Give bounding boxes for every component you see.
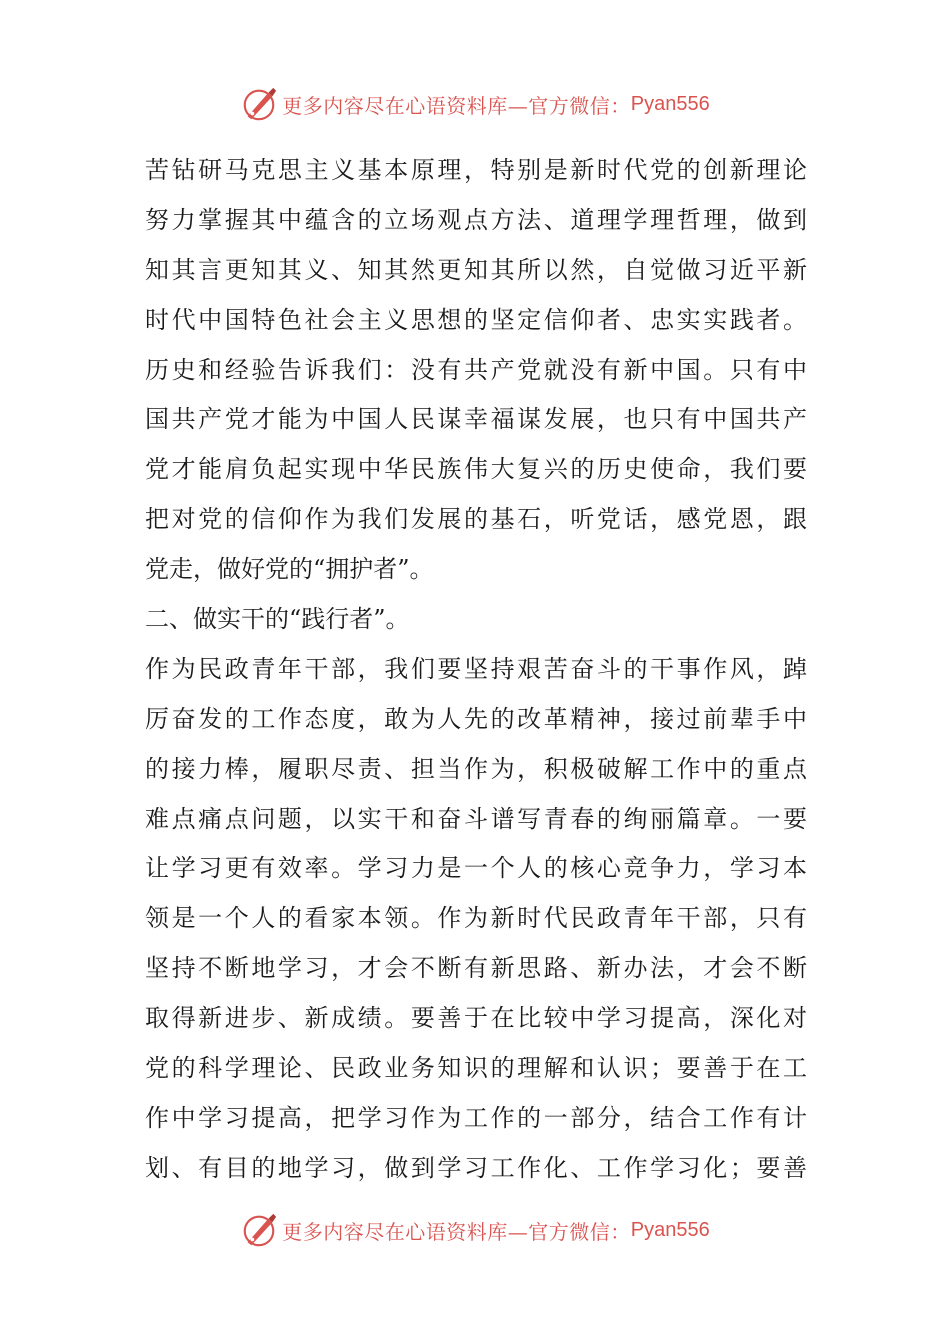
- text-line: 党的科学理论、民政业务知识的理解和认识；要善于在工: [145, 1054, 807, 1083]
- text-line: 历史和经验告诉我们：没有共产党就没有新中国。只有中: [145, 355, 807, 384]
- header-banner-text: 更多内容尽在心语资料库—官方微信：: [282, 93, 631, 118]
- text-line: 二、做实干的“践行者”。: [145, 605, 410, 634]
- text-line: 党才能肩负起实现中华民族伟大复兴的历史使命，我们要: [145, 455, 807, 484]
- text-line: 努力掌握其中蕴含的立场观点方法、道理学理哲理，做到: [145, 205, 807, 234]
- header-banner-handle: Pyan556: [630, 92, 710, 115]
- text-line: 坚持不断地学习，才会不断有新思路、新办法，才会不断: [145, 954, 807, 983]
- footer-watermark-banner: [0, 1210, 950, 1250]
- header-watermark-banner: [0, 84, 950, 124]
- footer-banner-handle: Pyan556: [630, 1218, 710, 1241]
- text-line: 的接力棒，履职尽责、担当作为，积极破解工作中的重点: [145, 754, 807, 783]
- text-line: 作中学习提高，把学习作为工作的一部分，结合工作有计: [145, 1103, 807, 1132]
- text-line: 作为民政青年干部，我们要坚持艰苦奋斗的干事作风，踔: [145, 654, 807, 683]
- text-line: 时代中国特色社会主义思想的坚定信仰者、忠实实践者。: [145, 305, 807, 334]
- pen-logo-icon: [240, 85, 278, 123]
- text-line: 知其言更知其义、知其然更知其所以然，自觉做习近平新: [145, 255, 807, 284]
- footer-banner-text: 更多内容尽在心语资料库—官方微信：: [282, 1219, 631, 1244]
- pen-logo-icon: [240, 1211, 278, 1249]
- text-line: 取得新进步、新成绩。要善于在比较中学习提高，深化对: [145, 1004, 807, 1033]
- text-line: 难点痛点问题，以实干和奋斗谱写青春的绚丽篇章。一要: [145, 804, 807, 833]
- text-line: 把对党的信仰作为我们发展的基石，听党话，感党恩，跟: [145, 505, 807, 534]
- text-line: 让学习更有效率。学习力是一个人的核心竞争力，学习本: [145, 854, 807, 883]
- document-body: [145, 146, 807, 1194]
- text-line: 国共产党才能为中国人民谋幸福谋发展，也只有中国共产: [145, 405, 807, 434]
- text-line: 党走，做好党的“拥护者”。: [145, 555, 434, 584]
- text-line: 苦钻研马克思主义基本原理，特别是新时代党的创新理论: [145, 156, 807, 184]
- text-line: 划、有目的地学习，做到学习工作化、工作学习化；要善: [145, 1153, 807, 1182]
- text-line: 厉奋发的工作态度，敢为人先的改革精神，接过前辈手中: [145, 704, 807, 733]
- text-line: 领是一个人的看家本领。作为新时代民政青年干部，只有: [145, 904, 807, 933]
